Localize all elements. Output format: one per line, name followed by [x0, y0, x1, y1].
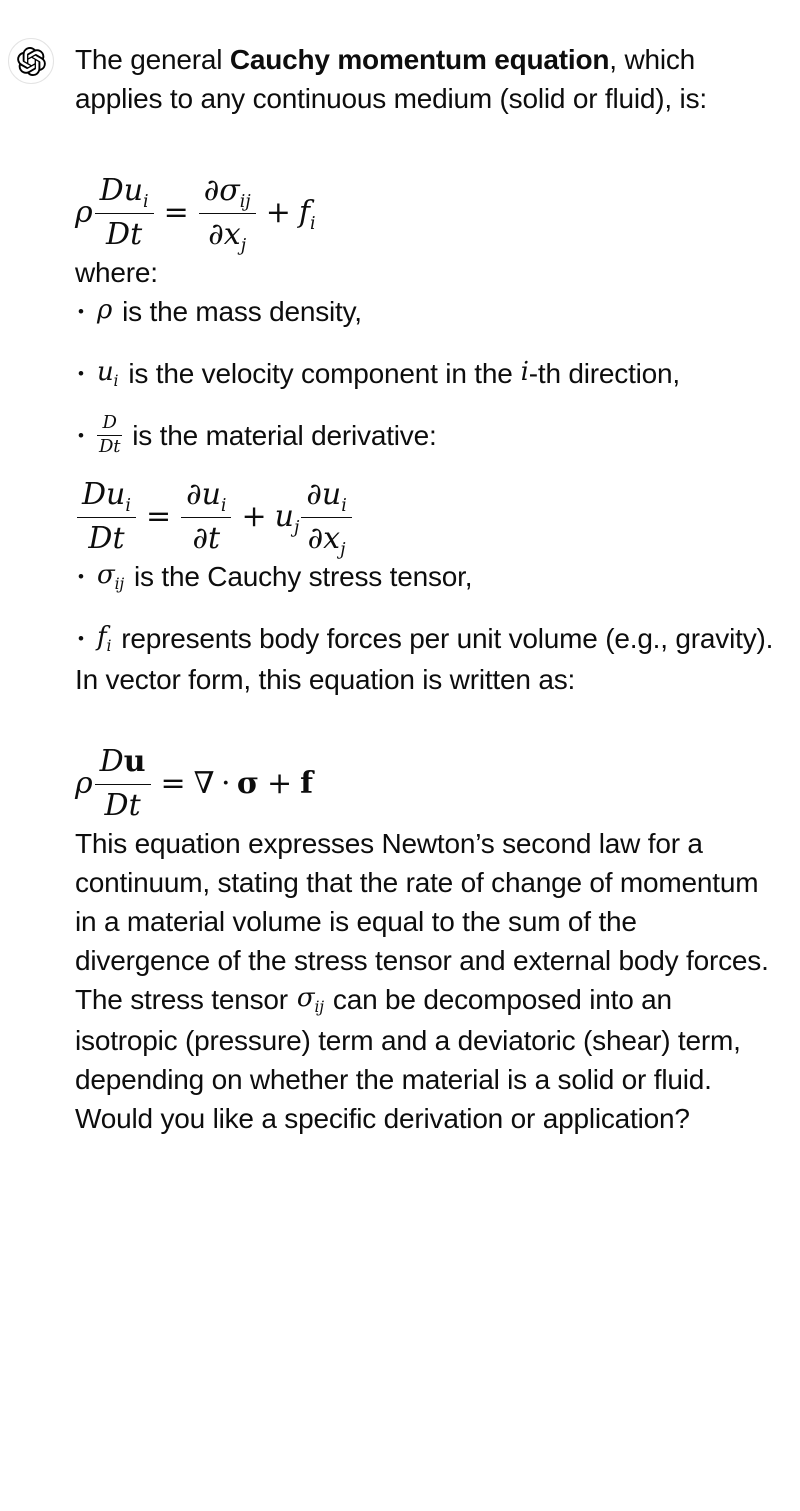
math-equals: = [145, 499, 172, 534]
bullet-dot: • [78, 629, 84, 648]
math-fraction: $\frac{\partial u_i}{\partial x_j}$ [301, 476, 351, 557]
math-sigma-bold: σ [236, 766, 260, 801]
closing-question: Would you like a specific derivation or application? [75, 1103, 690, 1134]
equation-cauchy-momentum [75, 172, 775, 256]
bullet-dot: • [78, 364, 84, 383]
bullet-stress-tensor-definition [75, 557, 775, 598]
math-plus: + [265, 195, 291, 230]
math-nabla: ∇ [193, 766, 215, 801]
intro-text-post: , which applies to any continuous medium (solid or fluid), is: [75, 44, 707, 114]
math-equals: = [163, 195, 189, 230]
math-plus: + [241, 499, 267, 534]
math-dot-operator: ⋅ [220, 766, 231, 801]
math-fraction: $\frac{Du_i}{Dt}$ [77, 476, 136, 557]
math-sigma-ij: $\sigma_{ij}$ [97, 560, 124, 594]
math-fraction: $\frac{\partial u_i}{\partial t}$ [181, 476, 231, 557]
bullet-dot: • [78, 302, 84, 321]
newton-law-paragraph: This equation expresses Newton’s second law for a continuum, stating that the rate of change of momentum in a material volume is equal to the sum of the divergence of the stress tensor and external body forces. [75, 828, 769, 976]
bullet-material-derivative [75, 412, 775, 459]
bullet-dot: • [78, 567, 84, 586]
math-body-force: $f_i$ [298, 195, 316, 234]
math-u-j: $u_j$ [274, 499, 300, 538]
intro-text-pre: The general [75, 44, 230, 75]
math-plus: + [267, 766, 293, 801]
definition-list [75, 557, 775, 660]
vector-form-intro: In vector form, this equation is written as: [75, 664, 576, 695]
bullet-body-force-definition [75, 619, 775, 660]
bullet-text: -th direction, [528, 358, 681, 389]
where-label: where: [75, 257, 158, 288]
openai-logo-icon [17, 47, 46, 76]
math-rho: ρ [75, 195, 93, 230]
math-equals: = [160, 766, 186, 801]
bullet-text: represents body forces per unit volume (e.g., gravity). [121, 623, 774, 654]
math-u-i: $u_i$ [97, 357, 119, 391]
bullet-text: is the mass density, [122, 296, 362, 327]
assistant-message [75, 40, 775, 1138]
math-i: i [520, 357, 529, 387]
stress-decomposition-paragraph [75, 980, 775, 1099]
equation-vector-form [75, 743, 775, 824]
math-sigma-ij: $\sigma_{ij}$ [296, 983, 324, 1017]
bullet-text: is the material derivative: [132, 420, 437, 451]
math-fraction: $\frac{\partial\sigma_{ij}}{\partial x_j}$ [199, 172, 256, 253]
assistant-avatar [8, 38, 54, 84]
bullet-rho-definition [75, 292, 775, 333]
intro-paragraph [75, 40, 775, 118]
stress-text-pre: The stress tensor [75, 984, 288, 1015]
definition-list [75, 292, 775, 459]
equation-material-derivative [75, 476, 775, 560]
bullet-text: is the velocity component in the [128, 358, 513, 389]
math-rho: ρ [75, 766, 93, 801]
math-f-i: $f_i$ [97, 622, 112, 656]
bullet-velocity-definition [75, 354, 775, 395]
math-f-bold: f [300, 766, 314, 801]
intro-text-bold: Cauchy momentum equation [229, 44, 610, 75]
bullet-text: is the Cauchy stress tensor, [134, 561, 473, 592]
stress-text-post: can be decomposed into an isotropic (pressure) term and a deviatoric (shear) term, depending on whether the material is a solid or fluid. [75, 984, 741, 1095]
math-fraction: $\frac{Du_i}{Dt}$ [95, 172, 154, 253]
math-rho: ρ [97, 295, 113, 325]
bullet-dot: • [78, 426, 84, 445]
math-d-dt-fraction: $\frac{D}{Dt}$ [99, 412, 121, 458]
math-fraction: $\frac{Du}{Dt}$ [95, 743, 151, 824]
